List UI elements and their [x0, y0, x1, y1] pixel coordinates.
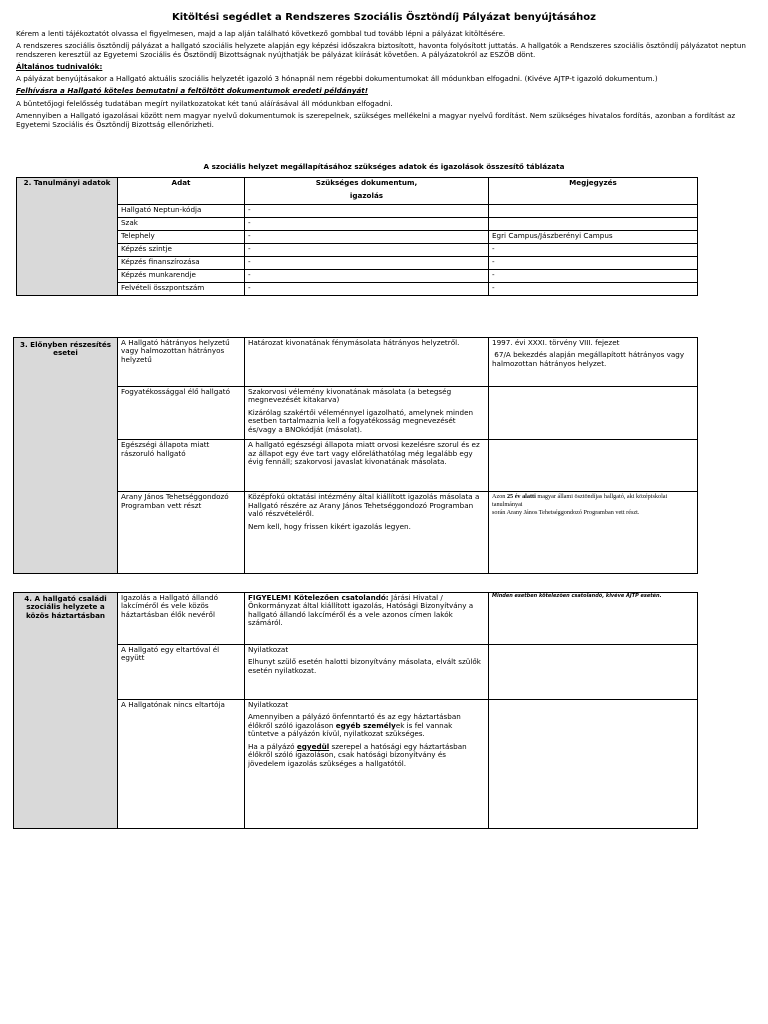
row-data: Képzés szintje: [118, 244, 245, 257]
document-text: Járási Hivatal / Önkormányzat által kiállított igazolás, Hatósági Bizonyítvány a hallgató állandó lakcíméről és a vele azonos címen lakók számáról.: [248, 593, 474, 628]
section-label: 4. A hallgató családi szociális helyzete a közös háztartásban: [14, 593, 118, 829]
note-line: során Arany János Tehetséggondozó Programban vett részt.: [492, 508, 640, 516]
intro-paragraph: Amennyiben a Hallgató igazolásai között nem magyar nyelvű dokumentumok is szerepelnek, szükséges mellékelni a magyar nyelvű fordítást. Nem szükséges hivatalos fordítás, azonban a fordítást az Egyetemi Szociális és Ösztöndíj Bizottság ellenőrizheti.: [16, 111, 736, 129]
row-document: A hallgató egészségi állapota miatt orvosi kezelésre szorul és ez az állapot egy éve tart vagy előreláthatólag még legalább egy évig fennáll; szakorvosi javaslat kivonatának másolata.: [245, 440, 489, 492]
page-title: Kitöltési segédlet a Rendszeres Szociális Ösztöndíj Pályázat benyújtásához: [172, 12, 596, 23]
row-data: Felvételi összpontszám: [118, 283, 245, 296]
row-note: -: [489, 283, 698, 296]
table-row: [17, 270, 698, 283]
column-header-document-line: Szükséges dokumentum,: [315, 178, 418, 187]
row-note: [489, 205, 698, 218]
row-data: Igazolás a Hallgató állandó lakcíméről és vele közös háztartásban élők nevéről: [118, 593, 245, 645]
row-note: [489, 218, 698, 231]
row-note: -: [489, 257, 698, 270]
row-data: Képzés munkarendje: [118, 270, 245, 283]
row-data: Arany János Tehetséggondozó Programban vett részt: [118, 492, 245, 574]
row-document: [245, 492, 489, 574]
note-text: Azon: [492, 493, 507, 501]
row-document: -: [245, 257, 489, 270]
row-data: Szak: [118, 218, 245, 231]
row-note: [489, 645, 698, 700]
document-line: Nem kell, hogy frissen kikért igazolás legyen.: [248, 521, 411, 531]
note-text: magyar állami ösztöndíjas hallgató, aki középiskolai tanulmányai: [492, 493, 668, 509]
table-row: [17, 283, 698, 296]
row-note: -: [489, 270, 698, 283]
original-documents-notice: Felhívásra a Hallgató köteles bemutatni a feltöltött dokumentumok eredeti példányát!: [16, 86, 369, 96]
document-line: [248, 743, 485, 768]
row-document: -: [245, 231, 489, 244]
row-data: Egészségi állapota miatt rászoruló hallgató: [118, 440, 245, 492]
intro-paragraph: A pályázat benyújtásakor a Hallgató aktuális szociális helyzetét igazoló 3 hónapnál nem régebbi dokumentumokat áll módunkban elfogadni. (Kivéve AJTP-t igazoló dokumentum.): [16, 73, 658, 83]
row-note: Egri Campus/Jászberényi Campus: [489, 231, 698, 244]
table-row: [17, 244, 698, 257]
table-header-row: [17, 178, 698, 205]
intro-paragraph: Kérem a lenti tájékoztatót olvassa el figyelmesen, majd a lap alján található következő gombbal tud tovább lépni a pályázat kitöltésére.: [16, 28, 506, 38]
row-document: -: [245, 218, 489, 231]
note-line: 67/A bekezdés alapján megállapított hátrányos vagy halmozottan hátrányos helyzet.: [492, 350, 687, 368]
document-line: Középfokú oktatási intézmény által kiállított igazolás másolata a Hallgató részére az Arany János Tehetséggondozó Programban való részvételéről.: [248, 492, 480, 519]
document-text: Amennyiben a pályázó önfenntartó és az egy háztartásban élőkről szóló igazoláson: [248, 712, 461, 730]
summary-table-title: A szociális helyzet megállapításához szükséges adatok és igazolások összesítő táblázata: [203, 162, 565, 171]
document-text: ek is fel vannak tüntetve a pályázón kívül, nyilatkozat szükséges.: [248, 720, 453, 739]
row-document: -: [245, 283, 489, 296]
document-line: [248, 713, 485, 738]
column-header-document-line: igazolás: [349, 191, 384, 201]
column-header-note: Megjegyzés: [489, 178, 698, 205]
row-note: -: [489, 244, 698, 257]
row-document: Határozat kivonatának fénymásolata hátrányos helyzetről.: [245, 338, 489, 387]
row-data: A Hallgatónak nincs eltartója: [118, 700, 245, 829]
row-data: A Hallgató egy eltartóval él együtt: [118, 645, 245, 700]
document-line: Szakorvosi vélemény kivonatának másolata (a betegség megnevezését kitakarva): [248, 387, 452, 405]
document-line: Kizárólag szakértői véleménnyel igazolható, amelynek minden esetben tartalmaznia kell a fogyatékosság megnevezését és/vagy a BNOkódját (másolat).: [248, 407, 474, 434]
row-document: -: [245, 270, 489, 283]
row-document: -: [245, 205, 489, 218]
row-data: Képzés finanszírozása: [118, 257, 245, 270]
row-document: [245, 593, 489, 645]
family-situation-table: [13, 592, 698, 829]
table-row: [17, 257, 698, 270]
mandatory-notice: FIGYELEM! Kötelezően csatolandó:: [248, 593, 389, 602]
note-text-bold: 25 év alatti: [506, 493, 536, 501]
table-row: [17, 218, 698, 231]
row-data: Telephely: [118, 231, 245, 244]
intro-block: [16, 12, 752, 133]
document-text: szerepel a hatósági egy háztartásban élőkről szóló igazoláson, csak hatósági bizonyítvány és jövedelem igazolás szükséges a hallgatótól.: [248, 741, 467, 768]
study-data-table: [16, 177, 698, 296]
preference-cases-table: [13, 337, 698, 574]
row-document: -: [245, 244, 489, 257]
row-data: Fogyatékossággal élő hallgató: [118, 387, 245, 440]
row-data: A Hallgató hátrányos helyzetű vagy halmozottan hátrányos helyzetű: [118, 338, 245, 387]
document-text: Ha a pályázó: [248, 741, 297, 751]
column-header-document: [245, 178, 489, 205]
document-text-bold: egyedül: [296, 741, 330, 751]
row-note: [489, 387, 698, 440]
table-row: [17, 231, 698, 244]
row-data: Hallgató Neptun-kódja: [118, 205, 245, 218]
column-header-data: Adat: [118, 178, 245, 205]
table-row: [14, 338, 698, 387]
table-row: [14, 593, 698, 645]
row-note: [489, 338, 698, 387]
document-line: Nyilatkozat: [248, 700, 289, 709]
row-document: [245, 645, 489, 700]
general-info-heading: Általános tudnivalók:: [16, 62, 103, 72]
table-row: [17, 205, 698, 218]
row-note: [489, 492, 698, 574]
intro-paragraph: A büntetőjogi felelősség tudatában megírt nyilatkozatokat két tanú aláírásával áll módunkban elfogadni.: [16, 98, 393, 108]
row-note: [489, 440, 698, 492]
intro-paragraph: A rendszeres szociális ösztöndíj pályázat a hallgató szociális helyzete alapján egy képzési időszakra biztosított, havonta folyósított juttatás. A hallgatók a Rendszeres szociális ösztöndíj pályázatot neptun rendszeren keresztül az Egyetemi Szociális és Ösztöndíj Bizottságnak nyújthatják be pályázat kiírását követően. A pályázatokról az ESZÖB dönt.: [16, 41, 746, 59]
row-note: [489, 700, 698, 829]
row-document: [245, 700, 489, 829]
document-line: Elhunyt szülő esetén halotti bizonyítvány másolata, elvált szülők esetén nyilatkozat.: [248, 657, 481, 675]
section-label: 2. Tanulmányi adatok: [17, 178, 118, 296]
document-text-bold: egyéb személy: [335, 720, 396, 730]
row-document: [245, 387, 489, 440]
section-label: 3. Előnyben részesítés esetei: [14, 338, 118, 574]
row-note: Minden esetben kötelezően csatolandó, kivéve AJTP esetén.: [489, 593, 698, 645]
note-line: 1997. évi XXXI. törvény VIII. fejezet: [492, 338, 620, 347]
document-line: Nyilatkozat: [248, 645, 289, 654]
